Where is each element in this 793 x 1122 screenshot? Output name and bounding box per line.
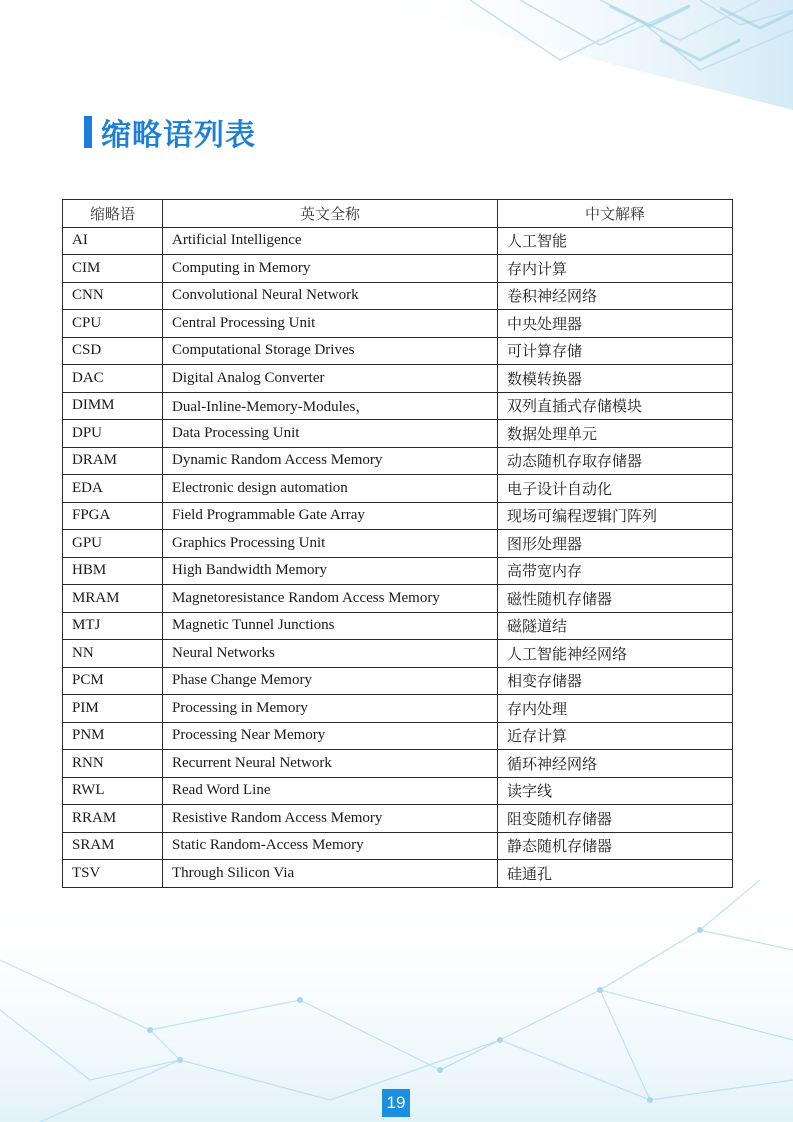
chinese-explanation-cell: 卷积神经网络 — [498, 282, 733, 310]
english-name-cell: High Bandwidth Memory — [163, 557, 498, 585]
table-row — [63, 832, 733, 860]
table-row — [63, 365, 733, 393]
chinese-explanation-cell: 人工智能神经网络 — [498, 640, 733, 668]
header-abbreviation: 缩略语 — [63, 200, 163, 228]
table-row — [63, 310, 733, 338]
english-name-cell: Dynamic Random Access Memory — [163, 447, 498, 475]
english-name-cell: Convolutional Neural Network — [163, 282, 498, 310]
chinese-explanation-cell: 数据处理单元 — [498, 420, 733, 448]
chinese-explanation-cell: 读字线 — [498, 777, 733, 805]
abbreviation-cell: NN — [63, 640, 163, 668]
abbreviation-cell: PIM — [63, 695, 163, 723]
table-row — [63, 777, 733, 805]
table-row — [63, 695, 733, 723]
chinese-explanation-cell: 阻变随机存储器 — [498, 805, 733, 833]
abbreviation-cell: EDA — [63, 475, 163, 503]
chinese-explanation-cell: 循环神经网络 — [498, 750, 733, 778]
english-name-cell: Neural Networks — [163, 640, 498, 668]
chinese-explanation-cell: 磁隧道结 — [498, 612, 733, 640]
english-name-cell: Graphics Processing Unit — [163, 530, 498, 558]
abbreviation-cell: PCM — [63, 667, 163, 695]
chinese-explanation-cell: 相变存储器 — [498, 667, 733, 695]
chinese-explanation-cell: 硅通孔 — [498, 860, 733, 888]
chinese-explanation-cell: 可计算存储 — [498, 337, 733, 365]
english-name-cell: Magnetoresistance Random Access Memory — [163, 585, 498, 613]
abbreviation-cell: SRAM — [63, 832, 163, 860]
table-row — [63, 227, 733, 255]
table-row — [63, 667, 733, 695]
chinese-explanation-cell: 静态随机存储器 — [498, 832, 733, 860]
english-name-cell: Field Programmable Gate Array — [163, 502, 498, 530]
abbreviation-cell: CIM — [63, 255, 163, 283]
english-name-cell: Central Processing Unit — [163, 310, 498, 338]
chinese-explanation-cell: 图形处理器 — [498, 530, 733, 558]
abbreviation-cell: TSV — [63, 860, 163, 888]
chinese-explanation-cell: 双列直插式存储模块 — [498, 392, 733, 420]
english-name-cell: Processing Near Memory — [163, 722, 498, 750]
page-title: 缩略语列表 — [101, 118, 256, 153]
abbreviation-cell: GPU — [63, 530, 163, 558]
abbreviation-cell: DIMM — [63, 392, 163, 420]
chinese-explanation-cell: 存内计算 — [498, 255, 733, 283]
table-header-row — [63, 200, 733, 228]
english-name-cell: Phase Change Memory — [163, 667, 498, 695]
header-chinese-explanation: 中文解释 — [498, 200, 733, 228]
abbreviation-cell: CSD — [63, 337, 163, 365]
table-row — [63, 640, 733, 668]
abbreviation-cell: DAC — [63, 365, 163, 393]
table-row — [63, 750, 733, 778]
abbreviation-cell: CNN — [63, 282, 163, 310]
table-row — [63, 282, 733, 310]
chinese-explanation-cell: 人工智能 — [498, 227, 733, 255]
abbreviation-cell: CPU — [63, 310, 163, 338]
table-row — [63, 585, 733, 613]
abbreviation-cell: DRAM — [63, 447, 163, 475]
table-row — [63, 502, 733, 530]
chinese-explanation-cell: 近存计算 — [498, 722, 733, 750]
english-name-cell: Through Silicon Via — [163, 860, 498, 888]
table-row — [63, 557, 733, 585]
table-row — [63, 860, 733, 888]
table-row — [63, 420, 733, 448]
chinese-explanation-cell: 动态随机存取存储器 — [498, 447, 733, 475]
abbreviation-cell: MTJ — [63, 612, 163, 640]
chinese-explanation-cell: 中央处理器 — [498, 310, 733, 338]
english-name-cell: Static Random-Access Memory — [163, 832, 498, 860]
abbreviation-cell: RNN — [63, 750, 163, 778]
english-name-cell: Magnetic Tunnel Junctions — [163, 612, 498, 640]
chinese-explanation-cell: 高带宽内存 — [498, 557, 733, 585]
english-name-cell: Processing in Memory — [163, 695, 498, 723]
abbreviation-cell: AI — [63, 227, 163, 255]
abbreviation-cell: RRAM — [63, 805, 163, 833]
page-title-block — [84, 115, 256, 153]
chinese-explanation-cell: 磁性随机存储器 — [498, 585, 733, 613]
english-name-cell: Recurrent Neural Network — [163, 750, 498, 778]
abbreviation-cell: DPU — [63, 420, 163, 448]
english-name-cell: Digital Analog Converter — [163, 365, 498, 393]
abbreviation-cell: HBM — [63, 557, 163, 585]
table-row — [63, 447, 733, 475]
table-row — [63, 255, 733, 283]
table-row — [63, 612, 733, 640]
chinese-explanation-cell: 电子设计自动化 — [498, 475, 733, 503]
title-accent-bar — [84, 116, 92, 148]
english-name-cell: Data Processing Unit — [163, 420, 498, 448]
table-row — [63, 530, 733, 558]
chinese-explanation-cell: 数模转换器 — [498, 365, 733, 393]
abbreviation-cell: PNM — [63, 722, 163, 750]
page-number-badge: 19 — [382, 1089, 410, 1117]
table-row — [63, 805, 733, 833]
chinese-explanation-cell: 现场可编程逻辑门阵列 — [498, 502, 733, 530]
abbreviation-cell: RWL — [63, 777, 163, 805]
table-row — [63, 392, 733, 420]
english-name-cell: Computational Storage Drives — [163, 337, 498, 365]
english-name-cell: Artificial Intelligence — [163, 227, 498, 255]
english-name-cell: Resistive Random Access Memory — [163, 805, 498, 833]
english-name-cell: Dual-Inline-Memory-Modules， — [163, 392, 498, 420]
english-name-cell: Read Word Line — [163, 777, 498, 805]
abbreviation-table — [62, 199, 733, 888]
chinese-explanation-cell: 存内处理 — [498, 695, 733, 723]
table-row — [63, 722, 733, 750]
table-row — [63, 475, 733, 503]
table-row — [63, 337, 733, 365]
abbreviation-cell: MRAM — [63, 585, 163, 613]
abbreviation-cell: FPGA — [63, 502, 163, 530]
english-name-cell: Computing in Memory — [163, 255, 498, 283]
english-name-cell: Electronic design automation — [163, 475, 498, 503]
header-english-name: 英文全称 — [163, 200, 498, 228]
